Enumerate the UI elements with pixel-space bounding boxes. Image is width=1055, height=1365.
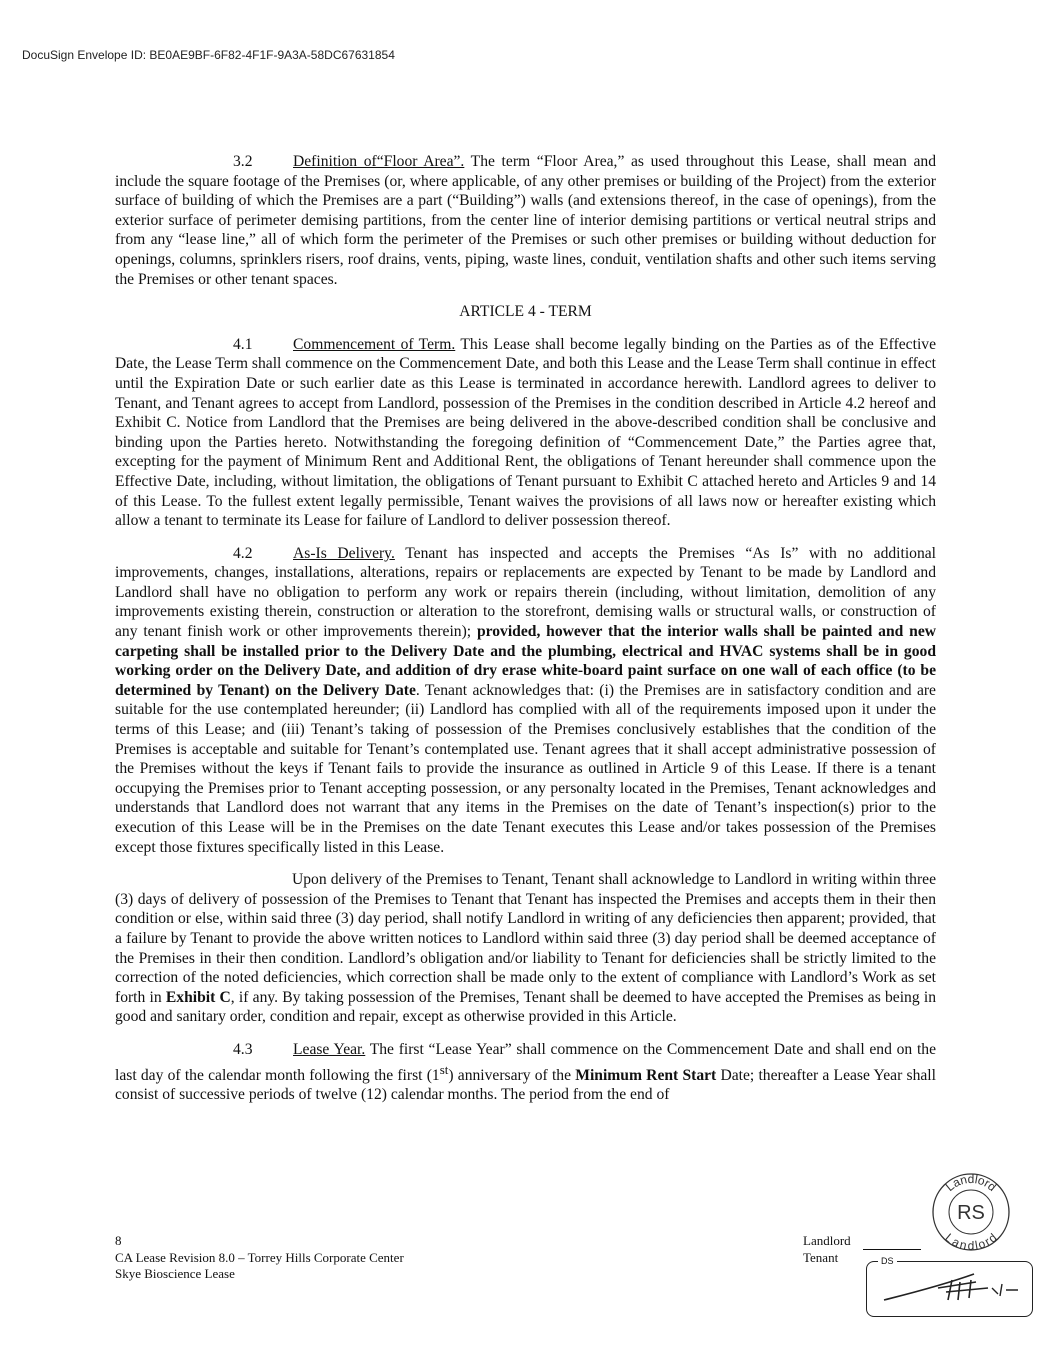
section-bold-proviso: provided, however that the interior walls shall be painted and new carpeting shall be installed prior to the Delivery Date and the plumbing, electrical and HVAC systems shall be in good working order on the Delivery Date, and addition of dry erase white-board paint surface on one wall of each office (to be determined by Tenant) on the Delivery Date [115,623,936,699]
landlord-initials-line [863,1237,921,1250]
section-3-2 [115,152,936,289]
tenant-initials-signature [876,1266,1026,1310]
section-4-2-paragraph-2 [115,870,936,1027]
section-number: 3.2 [233,153,253,170]
section-text: The first “Lease Year” shall commence on the Commencement Date and shall end on the last day of the calendar month following the first (1 [115,1040,936,1084]
lease-revision: CA Lease Revision 8.0 – Torrey Hills Corporate Center [115,1249,404,1265]
docusign-label: DS [878,1256,897,1266]
stamp-ring-bottom: Landlord [942,1230,1000,1253]
lease-name: Skye Bioscience Lease [115,1266,235,1281]
defined-term: Minimum Rent Start [575,1066,717,1084]
section-number: 4.1 [233,335,253,353]
tenant-label: Tenant [803,1249,839,1265]
page-footer [115,1233,404,1283]
section-text: The term “Floor Area,” as used throughout this Lease, shall mean and include the square footage of the Premises (or, where applicable, of any other premises or building of the Project) from the exterior surface of building of which the Premises are a part (“Building”) walls (and extensions thereof, in the case of openings), from the exterior surface of perimeter demising partitions, from the center line of interior demising partitions or vertical neutral strips and from any “lease line,” all of which form the perimeter of the Premises or such other premises or building without deduction for openings, columns, sprinklers risers, roof drains, vents, piping, waste lines, conduit, ventilation shafts and other such items serving the Premises or other tenant spaces. [115,153,936,288]
page-number: 8 [115,1233,122,1248]
section-text: , if any. By taking possession of the Premises, Tenant shall be deemed to have accepted the Premises as being in good and sanitary order, condition and repair, except as otherwise provided in this Article. [115,988,936,1026]
section-text: ) anniversary of the [448,1066,576,1084]
section-4-1 [115,335,936,531]
section-title: As-Is Delivery. [293,544,395,562]
section-number: 4.2 [233,544,253,562]
landlord-label: Landlord [803,1233,851,1248]
section-text: Tenant has inspected and accepts the Premises “As Is” with no additional improvements, changes, installations, alterations, repairs or replacements are expected by Tenant to be made by Landlord and Landlord shall have no obligation to perform any work or repairs therein (including, without limitation, demolition of any improvements existing therein, construction or alteration to the storefront, demising walls or structural walls, or construction of any tenant finish work or other improvements therein); [115,544,937,641]
landlord-initials-stamp [930,1171,1012,1253]
stamp-ring-top: Landlord [942,1171,1000,1195]
section-4-2 [115,544,936,858]
article-heading: ARTICLE 4 - TERM [459,303,592,321]
section-text: Upon delivery of the Premises to Tenant, Tenant shall acknowledge to Landlord in writing within three (3) days of delivery of possession of the Premises to Tenant that Tenant has inspected the Premises and accepts them in their then condition or else, within said three (3) day period, shall notify Landlord in writing of any deficiencies then apparent; provided, that a failure by Tenant to provide the above written notices to Landlord within said three (3) day period shall be deemed acceptance of the Premises in their then condition. Landlord’s obligation and/or liability to Tenant for deficiencies shall be strictly limited to the correction of the noted deficiencies, which correction shall be made only to the extent of compliance with Landlord’s Work as set forth in [115,871,936,1006]
exhibit-reference: Exhibit C [165,988,231,1006]
section-title: Definition of“Floor Area”. [293,153,465,170]
superscript: st [439,1061,449,1077]
section-number: 4.3 [233,1040,253,1058]
section-text: Date; thereafter a Lease Year shall consist of successive periods of twelve (12) calendar months. The period from the end of [115,1066,936,1104]
envelope-id: DocuSign Envelope ID: BE0AE9BF-6F82-4F1F-9A3A-58DC67631854 [22,48,395,62]
section-4-3 [115,1040,936,1105]
section-text: . Tenant acknowledges that: (i) the Premises are in satisfactory condition and are suitable for the use contemplated hereunder; (ii) Landlord has complied with all of the requirements imposed upon it under the terms of this Lease; and (iii) Tenant’s taking of possession of the Premises conclusively establishes that the condition of the Premises is acceptable and suitable for Tenant’s contemplated use. Tenant agrees that it shall accept administrative possession of the Premises without the keys if Tenant fails to provide the insurance as outlined in Article 9 of this Lease. If there is a tenant occupying the Premises prior to Tenant accepting possession, or any personalty located in the Premises, Tenant acknowledges and understands that Landlord does not warrant that any items in the Premises on the date of Tenant’s inspection(s) prior to the execution of this Lease will be in the Premises on the date Tenant executes this Lease and/or takes possession of the Premises except those fixtures specifically listed in this Lease. [115,681,936,856]
section-text: This Lease shall become legally binding on the Parties as of the Effective Date, the Lease Term shall commence on the Commencement Date, and both this Lease and the Lease Term shall continue in effect until the Expiration Date or such earlier date as this Lease is terminated in accordance herewith. Landlord agrees to deliver to Tenant, and Tenant agrees to accept from Landlord, possession of the Premises in the condition described in Article 4.2 hereof and Exhibit C. Notice from Landlord that the Premises are being delivered in the above-described condition shall be conclusive and binding upon the Parties hereto. Notwithstanding the foregoing definition of “Commencement Date,” the Parties agree that, excepting for the payment of Minimum Rent and Additional Rent, the obligations of Tenant hereunder shall commence upon the Effective Date, including, without limitation, the obligations of Tenant pursuant to Exhibit C attached hereto and Articles 9 and 14 of this Lease. To the fullest extent legally permissible, Tenant waives the provisions of all laws now or hereafter existing which allow a tenant to terminate its Lease for failure of Landlord to deliver possession thereof. [115,335,936,530]
section-title: Commencement of Term. [293,335,456,353]
document-body [115,152,936,1105]
stamp-initials: RS [957,1202,985,1224]
section-title: Lease Year. [293,1040,366,1058]
